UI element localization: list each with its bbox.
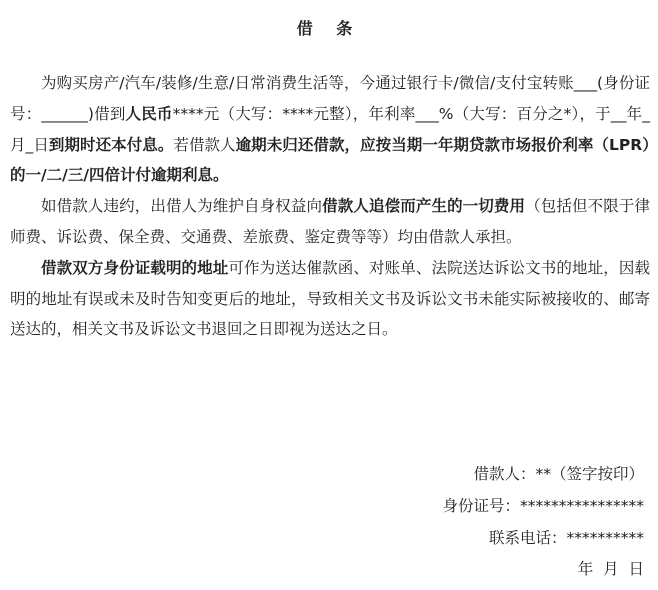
paragraph-loan-terms [10, 68, 650, 191]
document-title: 借 条 [296, 19, 362, 38]
text-segment: 如借款人违约，出借人为维护自身权益向 [41, 197, 323, 216]
date-line: 年 月 日 [577, 560, 644, 578]
text-segment: 为购买房产/汽车/装修/生意/日常消费生活等，今通过银行卡/微信/支付宝转账___(身份证号：______)借到 [10, 74, 650, 123]
bold-text-segment: 逾期未归还借款，应按当期一年期贷款市场报价利率（LPR）的一/二/三/四倍计付逾期利息。 [10, 135, 650, 185]
bold-text-segment: 到期时还本付息。 [48, 135, 174, 154]
id-number-line: 身份证号：**************** [442, 497, 644, 515]
text-segment: （包括但不限于律师费、诉讼费、保全费、交通费、差旅费、鉴定费等等）均由借款人承担。 [10, 197, 650, 246]
paragraph-service-address [10, 253, 650, 345]
phone-number-line: 联系电话：********** [488, 529, 644, 547]
text-segment: 若借款人 [173, 135, 236, 154]
text-segment: ****元（大写：****元整），年利率___%（大写：百分之*），于__年_月_日 [10, 104, 650, 154]
bold-text-segment: 借款双方身份证载明的地址 [41, 258, 229, 277]
text-segment: 可作为送达催款函、对账单、法院送达诉讼文书的地址，因载明的地址有误或未及时告知变更后的地址，导致相关文书及诉讼文书未能实际被接收的、邮寄送达的，相关文书及诉讼文书退回之日即视为送达之日。 [10, 258, 650, 339]
bold-text-segment: 人民币 [125, 104, 173, 123]
bold-text-segment: 借款人追偿而产生的一切费用 [322, 197, 526, 216]
document-body [10, 68, 650, 345]
paragraph-breach-costs [10, 191, 650, 253]
borrower-signature-line: 借款人：**（签字按印） [473, 465, 644, 483]
